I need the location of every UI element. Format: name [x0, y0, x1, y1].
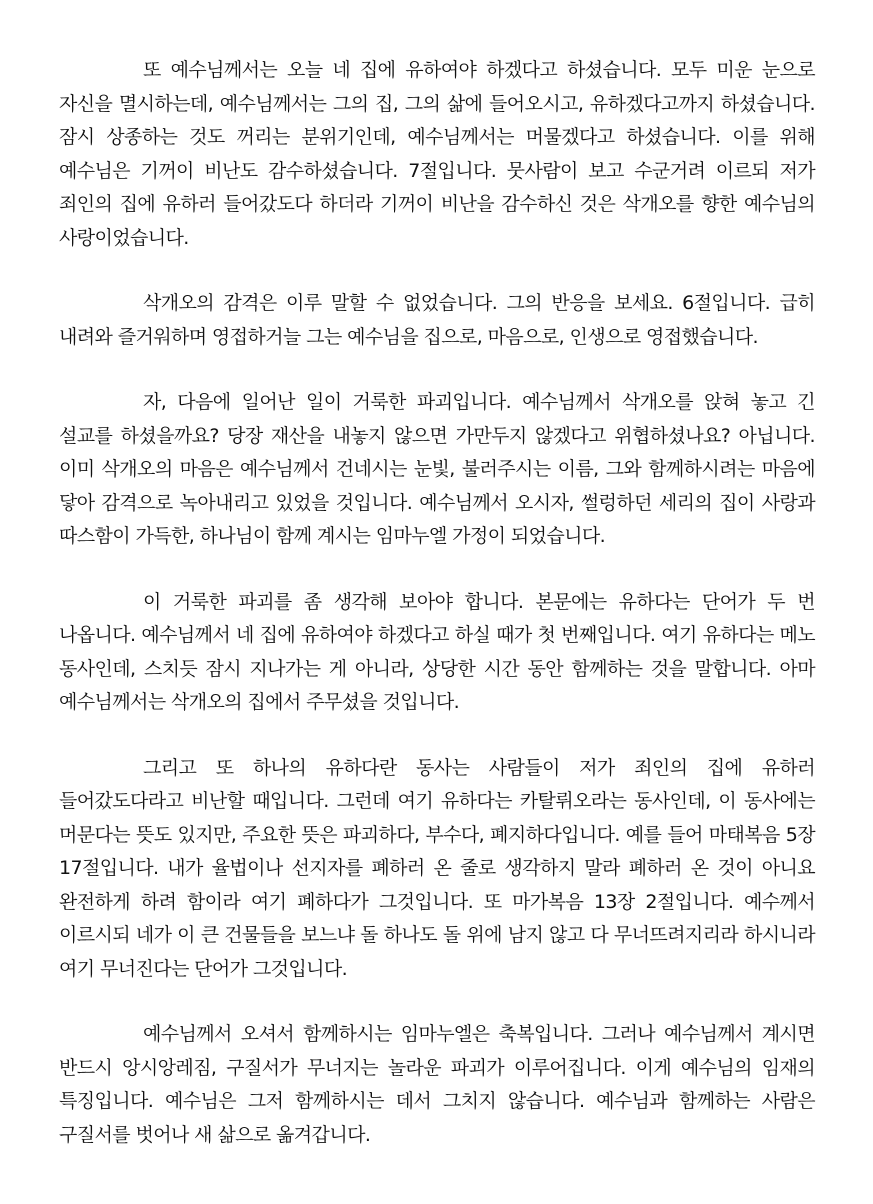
paragraph-gap: [59, 720, 815, 752]
paragraph-3: 자, 다음에 일어난 일이 거룩한 파괴입니다. 예수님께서 삭개오를 앉혀 놓고 긴 설교를 하셨을까요? 당장 재산을 내놓지 않으면 가만두지 않겠다고 위협하셨나요? 아닙니다. 이미 삭개오의 마음은 예수님께서 건네시는 눈빛, 불러주시는 이름, 그와 함께하시려는 마음에 닿아 감격으로 녹아내리고 있었을 것입니다. 예수님께서 오시자, 썰렁하던 세리의 집이 사랑과 따스함이 가득한, 하나님이 함께 계시는 임마누엘 가정이 되었습니다.: [59, 391, 815, 547]
document-body: [59, 54, 815, 1152]
paragraph-gap: [59, 255, 815, 287]
paragraph-2: 삭개오의 감격은 이루 말할 수 없었습니다. 그의 반응을 보세요. 6절입니다. 급히 내려와 즐거워하며 영접하거늘 그는 예수님을 집으로, 마음으로, 인생으로 영접했습니다.: [59, 292, 815, 348]
paragraph-6: 예수님께서 오셔서 함께하시는 임마누엘은 축복입니다. 그러나 예수님께서 계시면 반드시 앙시앙레짐, 구질서가 무너지는 놀라운 파괴가 이루어집니다. 이게 예수님의 임재의 특징입니다. 예수님은 그저 함께하시는 데서 그치지 않습니다. 예수님과 함께하는 사람은 구질서를 벗어나 새 삶으로 옮겨갑니다.: [59, 1023, 815, 1146]
paragraph-gap: [59, 986, 815, 1018]
paragraph-4: 이 거룩한 파괴를 좀 생각해 보아야 합니다. 본문에는 유하다는 단어가 두 번 나옵니다. 예수님께서 네 집에 유하여야 하겠다고 하실 때가 첫 번째입니다. 여기 유하다는 메노 동사인데, 스치듯 잠시 지나가는 게 아니라, 상당한 시간 동안 함께하는 것을 말합니다. 아마 예수님께서는 삭개오의 집에서 주무셨을 것입니다.: [59, 590, 815, 713]
paragraph-gap: [59, 354, 815, 386]
paragraph-1: 또 예수님께서는 오늘 네 집에 유하여야 하겠다고 하셨습니다. 모두 미운 눈으로 자신을 멸시하는데, 예수님께서는 그의 집, 그의 삶에 들어오시고, 유하겠다고까지 하셨습니다. 잠시 상종하는 것도 꺼리는 분위기인데, 예수님께서는 머물겠다고 하셨습니다. 이를 위해 예수님은 기꺼이 비난도 감수하셨습니다. 7절입니다. 뭇사람이 보고 수군거려 이르되 저가 죄인의 집에 유하러 들어갔도다 하더라 기꺼이 비난을 감수하신 것은 삭개오를 향한 예수님의 사랑이었습니다.: [59, 59, 815, 249]
paragraph-gap: [59, 554, 815, 586]
paragraph-5: 그리고 또 하나의 유하다란 동사는 사람들이 저가 죄인의 집에 유하러 들어갔도다라고 비난할 때입니다. 그런데 여기 유하다는 카탈뤼오라는 동사인데, 이 동사에는 머문다는 뜻도 있지만, 주요한 뜻은 파괴하다, 부수다, 폐지하다입니다. 예를 들어 마태복음 5장 17절입니다. 내가 율법이나 선지자를 폐하러 온 줄로 생각하지 말라 폐하러 온 것이 아니요 완전하게 하려 함이라 여기 폐하다가 그것입니다. 또 마가복음 13장 2절입니다. 예수께서 이르시되 네가 이 큰 건물들을 보느냐 돌 하나도 돌 위에 남지 않고 다 무너뜨려지리라 하시니라 여기 무너진다는 단어가 그것입니다.: [59, 756, 815, 980]
